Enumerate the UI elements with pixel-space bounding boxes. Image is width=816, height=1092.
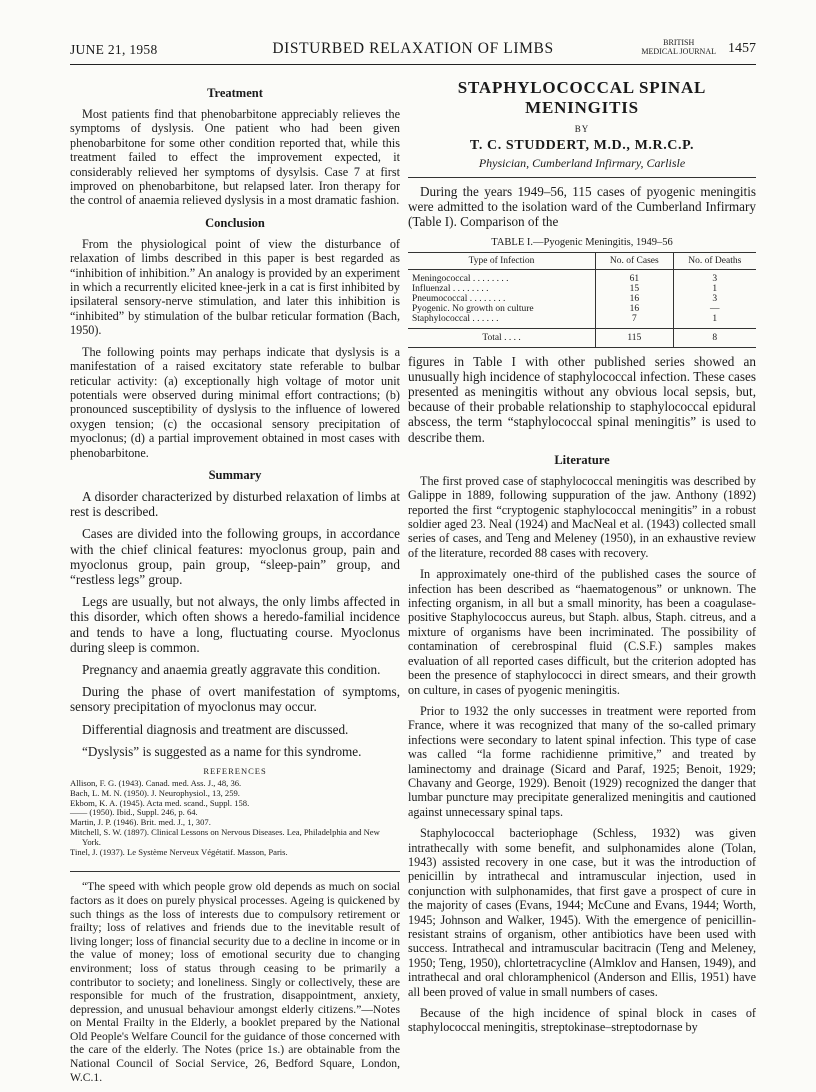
author-name: T. C. STUDDERT, M.D., M.R.C.P. — [469, 138, 695, 153]
infection-type: Influenzal . . . . . . . . — [412, 283, 489, 294]
summary-paragraph: A disorder characterized by disturbed relaxation of limbs at rest is described. — [70, 488, 400, 520]
summary-paragraph: Legs are usually, but not always, the only limbs affected in this disorder, which often shows a heredo-familial incidence and tends to have a long, fluctuating course. Myoclonus during sleep is common. — [70, 594, 400, 655]
column-header: No. of Deaths — [673, 252, 756, 269]
case-count: 61 — [596, 269, 674, 284]
summary-paragraph: Pregnancy and anaemia greatly aggravate this condition. — [82, 661, 381, 677]
boxed-quote — [70, 871, 400, 1084]
reference-item: Tinel, J. (1937). Le Système Nerveux Végétatif. Masson, Paris. — [70, 846, 288, 857]
issue-date: JUNE 21, 1958 — [70, 42, 158, 57]
intro-paragraph: During the years 1949–56, 115 cases of pyogenic meningitis were admitted to the isolation ward of the Cumberland Infirmary (Table I). Comparison of the — [408, 184, 756, 230]
article-title-line-2: MENINGITIS — [525, 98, 639, 117]
article-title — [408, 78, 756, 118]
summary-paragraph: “Dyslysis” is suggested as a name for this syndrome. — [82, 743, 362, 759]
quote-text: “The speed with which people grow old depends as much on social factors as it does on purely physical processes. Ageing is quickened by such things as the loss of interests due to compulsory retirement or frailty; loss of relatives and friends due to the inevitable result of living longer; loss of financial security due to a decline in income or in the value of money; loss of emotional security due to changing environment; loss of status through ceasing to be primarily a contributor to society; and loneliness. Singly or collectively, these are responsible for much of the frustration, disappointment, anxiety, depression, and unusual behaviour amongst elderly citizens.”—Notes on Mental Frailty in the Elderly, a booklet prepared by the National Old People's Welfare Council for the guidance of those concerned with the care of the elderly. The Notes (price 1s.) are obtainable from the National Council of Social Service, 26, Bedford Square, London, W.C.1. — [70, 880, 400, 1084]
byline-by: BY — [574, 124, 590, 134]
case-count: 16 — [596, 304, 674, 314]
running-title: DISTURBED RELAXATION OF LIMBS — [272, 40, 554, 57]
literature-heading: Literature — [554, 452, 610, 467]
table-row — [408, 269, 756, 284]
infection-type: Staphylococcal . . . . . . — [412, 313, 499, 324]
death-count: 1 — [673, 284, 756, 294]
treatment-paragraph: Most patients find that phenobarbitone appreciably relieves the symptoms of dyslysis. One patient who had been given phenobarbitone for some other condition reported that, while this treatment failed to effect the improvement expected, it considerably relieved her symptoms of dysylsis. Case 7 at first improved on phenobarbitone, but relapsed later. Iron therapy for the control of anaemia relieved dyslysis in a most dramatic fashion. — [70, 107, 400, 208]
table-caption: TABLE I.—Pyogenic Meningitis, 1949–56 — [491, 236, 673, 248]
summary-heading: Summary — [208, 467, 262, 482]
total-label: Total . . . . — [408, 328, 596, 347]
summary-paragraph: During the phase of overt manifestation of symptoms, sensory precipitation of myoclonus may occur. — [70, 684, 400, 715]
treatment-heading: Treatment — [207, 86, 263, 100]
reference-item: Allison, F. G. (1943). Canad. med. Ass. J., 48, 36. — [70, 777, 242, 788]
journal-line-2: MEDICAL JOURNAL — [641, 47, 716, 56]
reference-item: Bach, L. M. N. (1950). J. Neurophysiol., 13, 259. — [70, 787, 240, 798]
case-count: 16 — [596, 294, 674, 304]
literature-paragraph-3: Prior to 1932 the only successes in treatment were reported from France, where it was recognized that many of the so-called primary infections were secondary to latent spinal infection. This type of case was called “la forme rachidienne primitive,” and treated by laminectomy and drainage (Sicard and Paraf, 1925; Benoit, 1929; Chavany and George, 1929). Benoit (1929) recognized the danger that lumbar puncture may precipitate generalized meningitis and cautioned against unnecessary spinal taps. — [408, 703, 756, 819]
summary-paragraph: Cases are divided into the following groups, in accordance with the chief clinical features: myoclonus group, pain and myoclonus group, pain group, “sleep-pain” group, and “restless legs” group. — [70, 526, 400, 587]
literature-paragraph-5: Because of the high incidence of spinal block in cases of staphylococcal meningitis, streptokinase–streptodornase by — [408, 1006, 756, 1035]
page-number: 1457 — [728, 41, 756, 56]
table-row — [408, 284, 756, 294]
reference-item: Martin, J. P. (1946). Brit. med. J., 1, 307. — [70, 817, 211, 828]
running-header — [70, 38, 756, 65]
left-column — [70, 78, 400, 1091]
death-count: 3 — [673, 269, 756, 284]
table-total-row — [408, 328, 756, 347]
after-table-paragraph: figures in Table I with other published series showed an unusually high incidence of staphylococcal infection. These cases presented as meningitis without any obvious local sepsis, but, because of their probable relationship to staphylococcal epidural abscess, the term “staphylococcal spinal meningitis” is used to describe them. — [408, 353, 756, 445]
table-row — [408, 294, 756, 304]
reference-item: Ekbom, K. A. (1945). Acta med. scand., Suppl. 158. — [70, 797, 250, 808]
journal-line-1: BRITISH — [663, 38, 695, 47]
case-count: 7 — [596, 314, 674, 329]
summary-body — [70, 489, 400, 759]
conclusion-paragraph-2: The following points may perhaps indicate that dyslysis is a manifestation of a raised excitatory state referable to bulbar reticular activity: (a) exceptionally high voltage of motor unit potentials were observed during minimal effort contractions; (b) pronounced susceptibility of dyslysis to the influence of lowered oxygen tension; (c) the occasional sensory precipitation of myoclonus; (d) a partial improvement obtained in most cases with phenobarbitone. — [70, 344, 400, 460]
journal-name — [641, 38, 716, 56]
literature-paragraph-1: The first proved case of staphylococcal meningitis was described by Galippe in 1889, following suppuration of the jaw. Anthony (1892) reported the first “cryptogenic staphylococcal meningitis” in a robust soldier aged 23. Neal (1924) and MacNeal et al. (1943) collected small series of cases, and Teng and Meleney (1950), in an exhaustive review of the literature, recorded 88 cases with recovery. — [408, 473, 756, 560]
reference-item: Mitchell, S. W. (1897). Clinical Lessons on Nervous Diseases. Lea, Philadelphia and New York. — [70, 826, 380, 847]
literature-paragraph-2: In approximately one-third of the published cases the source of infection has been described as “haematogenous” or unknown. The infecting organism, in all but a small minority, has been a coagulase-positive Staphylococcus aureus, but Staph. albus, Staph. citreus, and a mixture of organisms have been incriminated. The possibility of contamination of cerebrospinal fluid (C.S.F.) samples makes evaluation of all reported cases difficult, but the criterion adopted has been the presence of staphylococci in direct smears, and their growth on culture, in cases of pyogenic meningitis. — [408, 567, 756, 697]
title-divider — [408, 177, 756, 178]
article-title-line-1: STAPHYLOCOCCAL SPINAL — [457, 78, 707, 97]
infection-type: Pyogenic. No growth on culture — [412, 303, 534, 314]
right-column — [408, 78, 756, 1042]
death-count: 3 — [673, 294, 756, 304]
author-affiliation: Physician, Cumberland Infirmary, Carlisle — [478, 156, 686, 170]
infection-type: Meningococcal . . . . . . . . — [412, 273, 509, 284]
references-heading: REFERENCES — [203, 765, 267, 776]
total-cases: 115 — [596, 328, 674, 347]
summary-paragraph: Differential diagnosis and treatment are discussed. — [82, 721, 349, 737]
case-count: 15 — [596, 284, 674, 294]
column-header: No. of Cases — [596, 252, 674, 269]
literature-paragraph-4: Staphylococcal bacteriophage (Schless, 1932) was given intrathecally with some benefit, and sulphonamides alone (Tolan, 1943) assisted recovery in one case, but it was the introduction of penicillin by intrathecal and intramuscular injection, used in conjunction with sulphonamides, that first gave a prospect of cure in the majority of cases (Evans, 1944; McCune and Evans, 1944; Worth, 1945; Johnson and Walker, 1945). With the emergence of penicillin-resistant strains of organism, other antibiotics have been used with success. Intrathecal and intramuscular bacitracin (Teng and Meleney, 1950; Teng, 1950), chlortetracycline (Almklov and Hansen, 1949), and intrathecal and oral chloramphenicol (Anderson and Ellis, 1951) have all been proved of value in small numbers of cases. — [408, 826, 756, 999]
reference-item: —— (1950). Ibid., Suppl. 246, p. 64. — [70, 807, 198, 818]
death-count: — — [673, 304, 756, 314]
total-deaths: 8 — [673, 328, 756, 347]
references-list — [70, 779, 400, 857]
death-count: 1 — [673, 314, 756, 329]
conclusion-paragraph-1: From the physiological point of view the disturbance of relaxation of limbs described in this paper is best regarded as “inhibition of inhibition.” An analogy is provided by an experiment in which a recurrently elicited knee-jerk in a cat is first inhibited by ipsilateral sensory-nerve stimulation, and later this inhibition is “inhibited” by stimulation of the bulbar reticular formation (Bach, 1950). — [70, 236, 400, 338]
table-row — [408, 314, 756, 329]
conclusion-heading: Conclusion — [205, 215, 265, 230]
table-row — [408, 304, 756, 314]
infection-type: Pneumococcal . . . . . . . . — [412, 293, 506, 304]
column-header: Type of Infection — [408, 252, 596, 269]
table-header-row — [408, 252, 756, 269]
infection-table — [408, 252, 756, 348]
